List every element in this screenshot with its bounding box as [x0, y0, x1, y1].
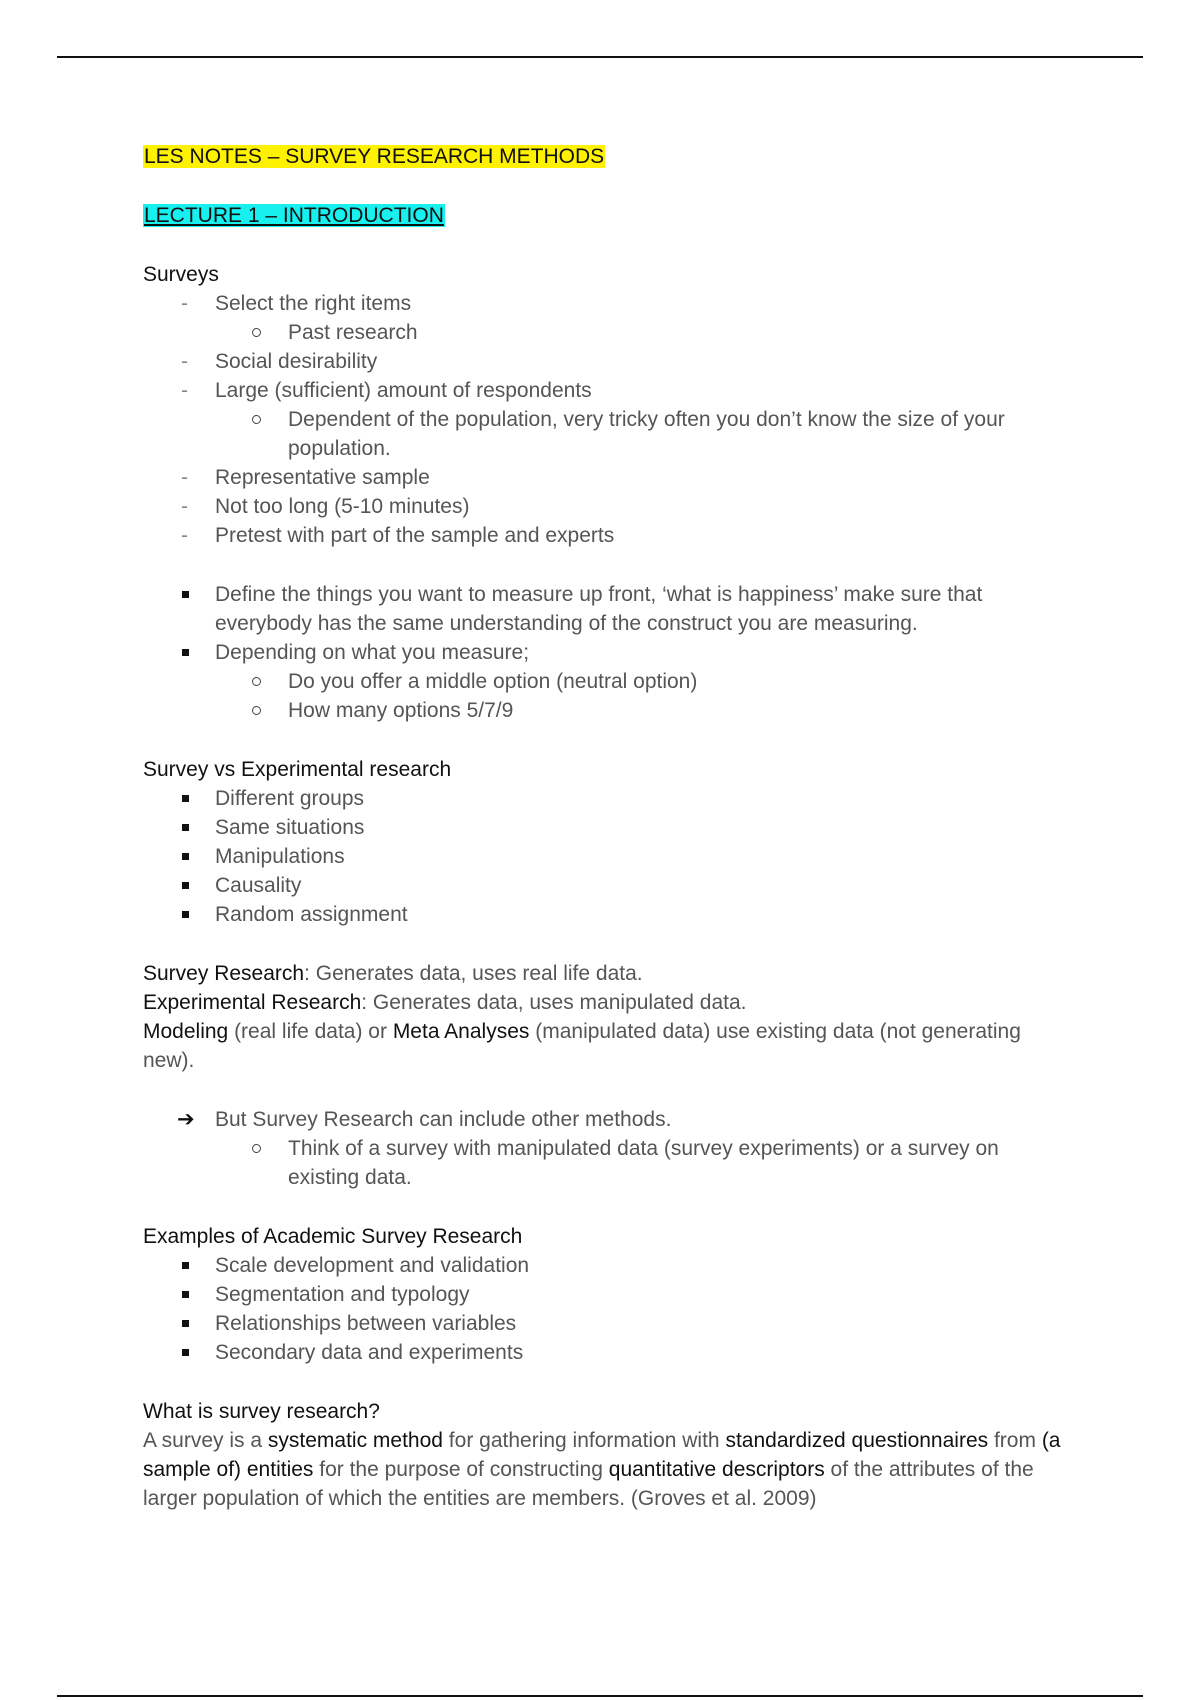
square-bullet-icon [182, 853, 189, 860]
dash-bullet-icon: - [181, 495, 188, 518]
circle-bullet-icon [252, 677, 261, 686]
list-item: Manipulations [143, 842, 1063, 871]
surveys-list [143, 347, 1063, 405]
square-bullet-icon [182, 911, 189, 918]
dash-bullet-icon: - [181, 350, 188, 373]
arrow-list [143, 1105, 1063, 1134]
square-bullet-icon [182, 1262, 189, 1269]
circle-bullet-icon [252, 328, 261, 337]
definition-experimental: Experimental Research: Generates data, uses manipulated data. [143, 991, 747, 1014]
list-item: Same situations [143, 813, 1063, 842]
dash-bullet-icon: - [181, 466, 188, 489]
dash-bullet-icon: - [181, 379, 188, 402]
document-body [143, 142, 1063, 1513]
list-item: - Not too long (5-10 minutes) [143, 492, 1063, 521]
lecture-title-text: LECTURE 1 – INTRODUCTION [144, 204, 444, 227]
list-item: Segmentation and typology [143, 1280, 1063, 1309]
surveys-list [143, 289, 1063, 318]
list-item: - Pretest with part of the sample and experts [143, 521, 1063, 550]
surveys-bullets-sublist [143, 667, 1063, 725]
list-item: - Select the right items [143, 289, 1063, 318]
arrow-right-icon: ➔ [177, 1108, 195, 1131]
list-item: - Large (sufficient) amount of respondents [143, 376, 1063, 405]
square-bullet-icon [182, 1349, 189, 1356]
doc-title-text: LES NOTES – SURVEY RESEARCH METHODS [144, 145, 605, 168]
list-item: How many options 5/7/9 [143, 696, 1063, 725]
definition-modeling: Modeling (real life data) or Meta Analyses (manipulated data) use existing data (not generating new). [143, 1020, 1021, 1072]
list-item: ➔ But Survey Research can include other methods. [143, 1105, 1063, 1134]
list-item: Dependent of the population, very tricky often you don’t know the size of your population. [143, 405, 1063, 463]
list-item: Relationships between variables [143, 1309, 1063, 1338]
surveys-sublist [143, 318, 1063, 347]
lecture-title [143, 201, 1063, 230]
list-item: Do you offer a middle option (neutral option) [143, 667, 1063, 696]
surveys-heading: Surveys [143, 263, 219, 286]
survey-vs-exp-list [143, 784, 1063, 929]
list-item: Different groups [143, 784, 1063, 813]
surveys-bullets [143, 580, 1063, 667]
dash-bullet-icon: - [181, 292, 188, 315]
list-item: Think of a survey with manipulated data (survey experiments) or a survey on existing data. [143, 1134, 1063, 1192]
what-is-paragraph: A survey is a systematic method for gathering information with standardized questionnaires from (a sample of) entities for the purpose of constructing quantitative descriptors of the attributes of the larger population of which the entities are members. (Groves et al. 2009) [143, 1429, 1061, 1510]
circle-bullet-icon [252, 415, 261, 424]
surveys-sublist [143, 405, 1063, 463]
list-item: - Representative sample [143, 463, 1063, 492]
examples-list [143, 1251, 1063, 1367]
what-is-heading: What is survey research? [143, 1400, 380, 1423]
list-item: Causality [143, 871, 1063, 900]
list-item: Scale development and validation [143, 1251, 1063, 1280]
list-item: Random assignment [143, 900, 1063, 929]
square-bullet-icon [182, 795, 189, 802]
bottom-rule [57, 1695, 1143, 1697]
circle-bullet-icon [252, 1144, 261, 1153]
examples-heading: Examples of Academic Survey Research [143, 1225, 523, 1248]
circle-bullet-icon [252, 706, 261, 715]
top-rule [57, 56, 1143, 58]
square-bullet-icon [182, 824, 189, 831]
doc-title [143, 142, 1063, 171]
list-item: - Social desirability [143, 347, 1063, 376]
square-bullet-icon [182, 1291, 189, 1298]
square-bullet-icon [182, 882, 189, 889]
square-bullet-icon [182, 591, 189, 598]
square-bullet-icon [182, 1320, 189, 1327]
dash-bullet-icon: - [181, 524, 188, 547]
arrow-sublist [143, 1134, 1063, 1192]
list-item: Past research [143, 318, 1063, 347]
surveys-list [143, 463, 1063, 550]
list-item: Depending on what you measure; [143, 638, 1063, 667]
list-item: Define the things you want to measure up front, ‘what is happiness’ make sure that everybody has the same understanding of the construct you are measuring. [143, 580, 1063, 638]
definition-survey: Survey Research: Generates data, uses real life data. [143, 962, 643, 985]
square-bullet-icon [182, 649, 189, 656]
list-item: Secondary data and experiments [143, 1338, 1063, 1367]
survey-vs-exp-heading: Survey vs Experimental research [143, 758, 452, 781]
